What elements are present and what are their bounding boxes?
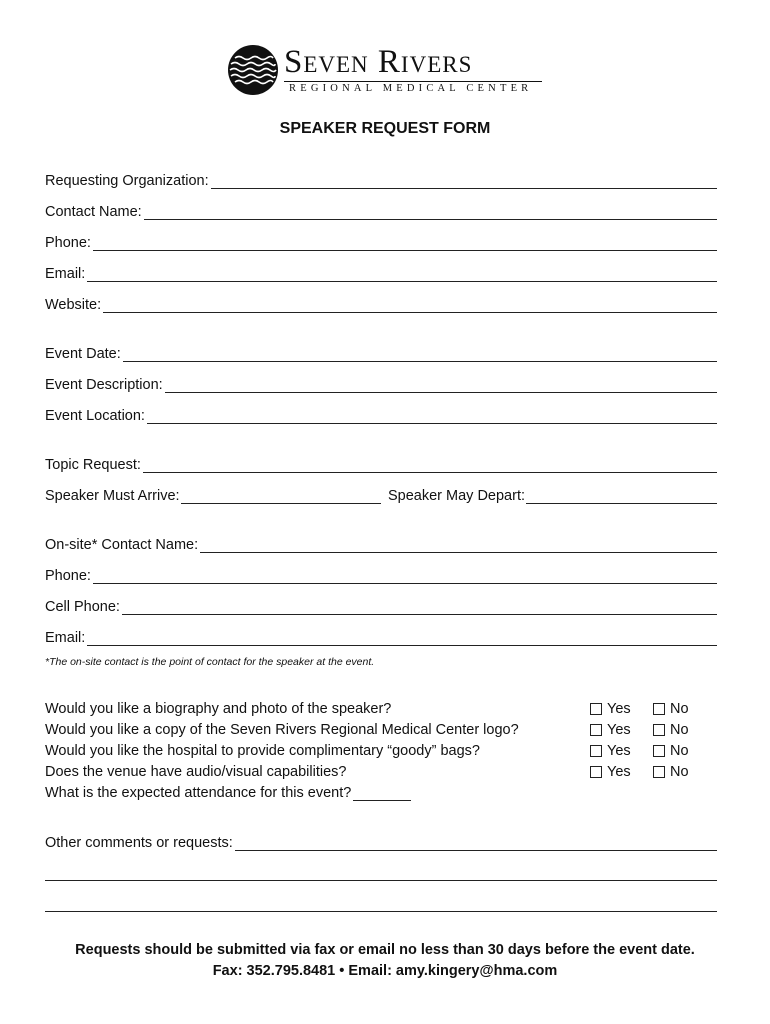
checkbox-icon[interactable]: [653, 766, 665, 778]
onsite-phone-input[interactable]: [93, 568, 717, 584]
option-label: No: [670, 743, 689, 759]
field-label: Other comments or requests:: [45, 835, 233, 851]
submission-instructions: Requests should be submitted via fax or email no less than 30 days before the event date.: [75, 942, 695, 958]
question-text: Does the venue have audio/visual capabilities?: [45, 764, 347, 780]
field-label: Topic Request:: [45, 457, 141, 473]
waves-circle-icon: [227, 44, 279, 96]
event-description-input[interactable]: [165, 377, 717, 393]
field-label: Requesting Organization:: [45, 173, 209, 189]
yes-checkbox[interactable]: [590, 764, 631, 780]
onsite-note: *The on-site contact is the point of contact for the speaker at the event.: [45, 656, 375, 668]
attendance-input[interactable]: [353, 786, 411, 801]
contact-info: Fax: 352.795.8481 • Email: amy.kingery@hma.com: [212, 963, 558, 979]
event-date-input[interactable]: [123, 346, 717, 362]
yes-checkbox[interactable]: [590, 743, 631, 759]
question-text: Would you like a copy of the Seven Rivers Regional Medical Center logo?: [45, 722, 519, 738]
page-title: SPEAKER REQUEST FORM: [279, 120, 491, 137]
website-input[interactable]: [103, 297, 717, 313]
cell-phone-input[interactable]: [122, 599, 717, 615]
org-subtitle: REGIONAL MEDICAL CENTER: [289, 83, 533, 94]
field-label: Contact Name:: [45, 204, 142, 220]
requesting-org-input[interactable]: [211, 173, 717, 189]
event-location-field[interactable]: [45, 406, 717, 424]
checkbox-icon[interactable]: [653, 703, 665, 715]
option-label: No: [670, 764, 689, 780]
org-name: Seven Rivers: [284, 44, 473, 80]
no-checkbox[interactable]: [653, 701, 689, 717]
checkbox-icon[interactable]: [590, 766, 602, 778]
field-label: Event Description:: [45, 377, 163, 393]
yes-checkbox[interactable]: [590, 722, 631, 738]
field-label: Event Date:: [45, 346, 121, 362]
no-checkbox[interactable]: [653, 764, 689, 780]
topic-request-input[interactable]: [143, 457, 717, 473]
org-logo: [227, 44, 547, 102]
option-label: Yes: [607, 701, 631, 717]
attendance-field[interactable]: [45, 785, 411, 801]
checkbox-icon[interactable]: [590, 703, 602, 715]
email-field[interactable]: [45, 264, 717, 282]
field-label: Email:: [45, 266, 86, 282]
field-label: Event Location:: [45, 408, 145, 424]
checkbox-icon[interactable]: [653, 724, 665, 736]
cell-phone-field[interactable]: [45, 597, 717, 615]
onsite-phone-field[interactable]: [45, 566, 717, 584]
onsite-contact-input[interactable]: [200, 537, 717, 553]
comments-line[interactable]: [45, 911, 717, 912]
field-label: Phone:: [45, 568, 91, 584]
checkbox-icon[interactable]: [590, 724, 602, 736]
onsite-contact-field[interactable]: [45, 535, 717, 553]
yes-checkbox[interactable]: [590, 701, 631, 717]
event-location-input[interactable]: [147, 408, 717, 424]
comments-input[interactable]: [235, 835, 717, 851]
field-label: Speaker Must Arrive:: [45, 488, 180, 504]
no-checkbox[interactable]: [653, 743, 689, 759]
field-label: Cell Phone:: [45, 599, 120, 615]
contact-name-field[interactable]: [45, 202, 717, 220]
event-date-field[interactable]: [45, 344, 717, 362]
logo-divider: [284, 81, 542, 82]
onsite-email-input[interactable]: [87, 630, 717, 646]
field-label: Speaker May Depart:: [388, 488, 526, 504]
website-field[interactable]: [45, 295, 717, 313]
field-label: Email:: [45, 630, 86, 646]
requesting-org-field[interactable]: [45, 171, 717, 189]
comments-line[interactable]: [45, 880, 717, 881]
event-description-field[interactable]: [45, 375, 717, 393]
contact-name-input[interactable]: [144, 204, 717, 220]
option-label: No: [670, 701, 689, 717]
comments-field[interactable]: [45, 833, 717, 851]
speaker-depart-input[interactable]: [526, 488, 717, 504]
option-label: No: [670, 722, 689, 738]
checkbox-icon[interactable]: [590, 745, 602, 757]
attendance-question: What is the expected attendance for this event?: [45, 785, 352, 801]
checkbox-icon[interactable]: [653, 745, 665, 757]
option-label: Yes: [607, 764, 631, 780]
field-label: Phone:: [45, 235, 91, 251]
field-label: On-site* Contact Name:: [45, 537, 199, 553]
field-label: Website:: [45, 297, 102, 313]
speaker-depart-field[interactable]: [388, 486, 717, 504]
option-label: Yes: [607, 722, 631, 738]
question-text: Would you like a biography and photo of the speaker?: [45, 701, 392, 717]
option-label: Yes: [607, 743, 631, 759]
phone-input[interactable]: [93, 235, 717, 251]
onsite-email-field[interactable]: [45, 628, 717, 646]
topic-request-field[interactable]: [45, 455, 717, 473]
email-input[interactable]: [87, 266, 717, 282]
no-checkbox[interactable]: [653, 722, 689, 738]
speaker-arrive-field[interactable]: [45, 486, 381, 504]
speaker-arrive-input[interactable]: [181, 488, 381, 504]
phone-field[interactable]: [45, 233, 717, 251]
question-text: Would you like the hospital to provide complimentary “goody” bags?: [45, 743, 480, 759]
